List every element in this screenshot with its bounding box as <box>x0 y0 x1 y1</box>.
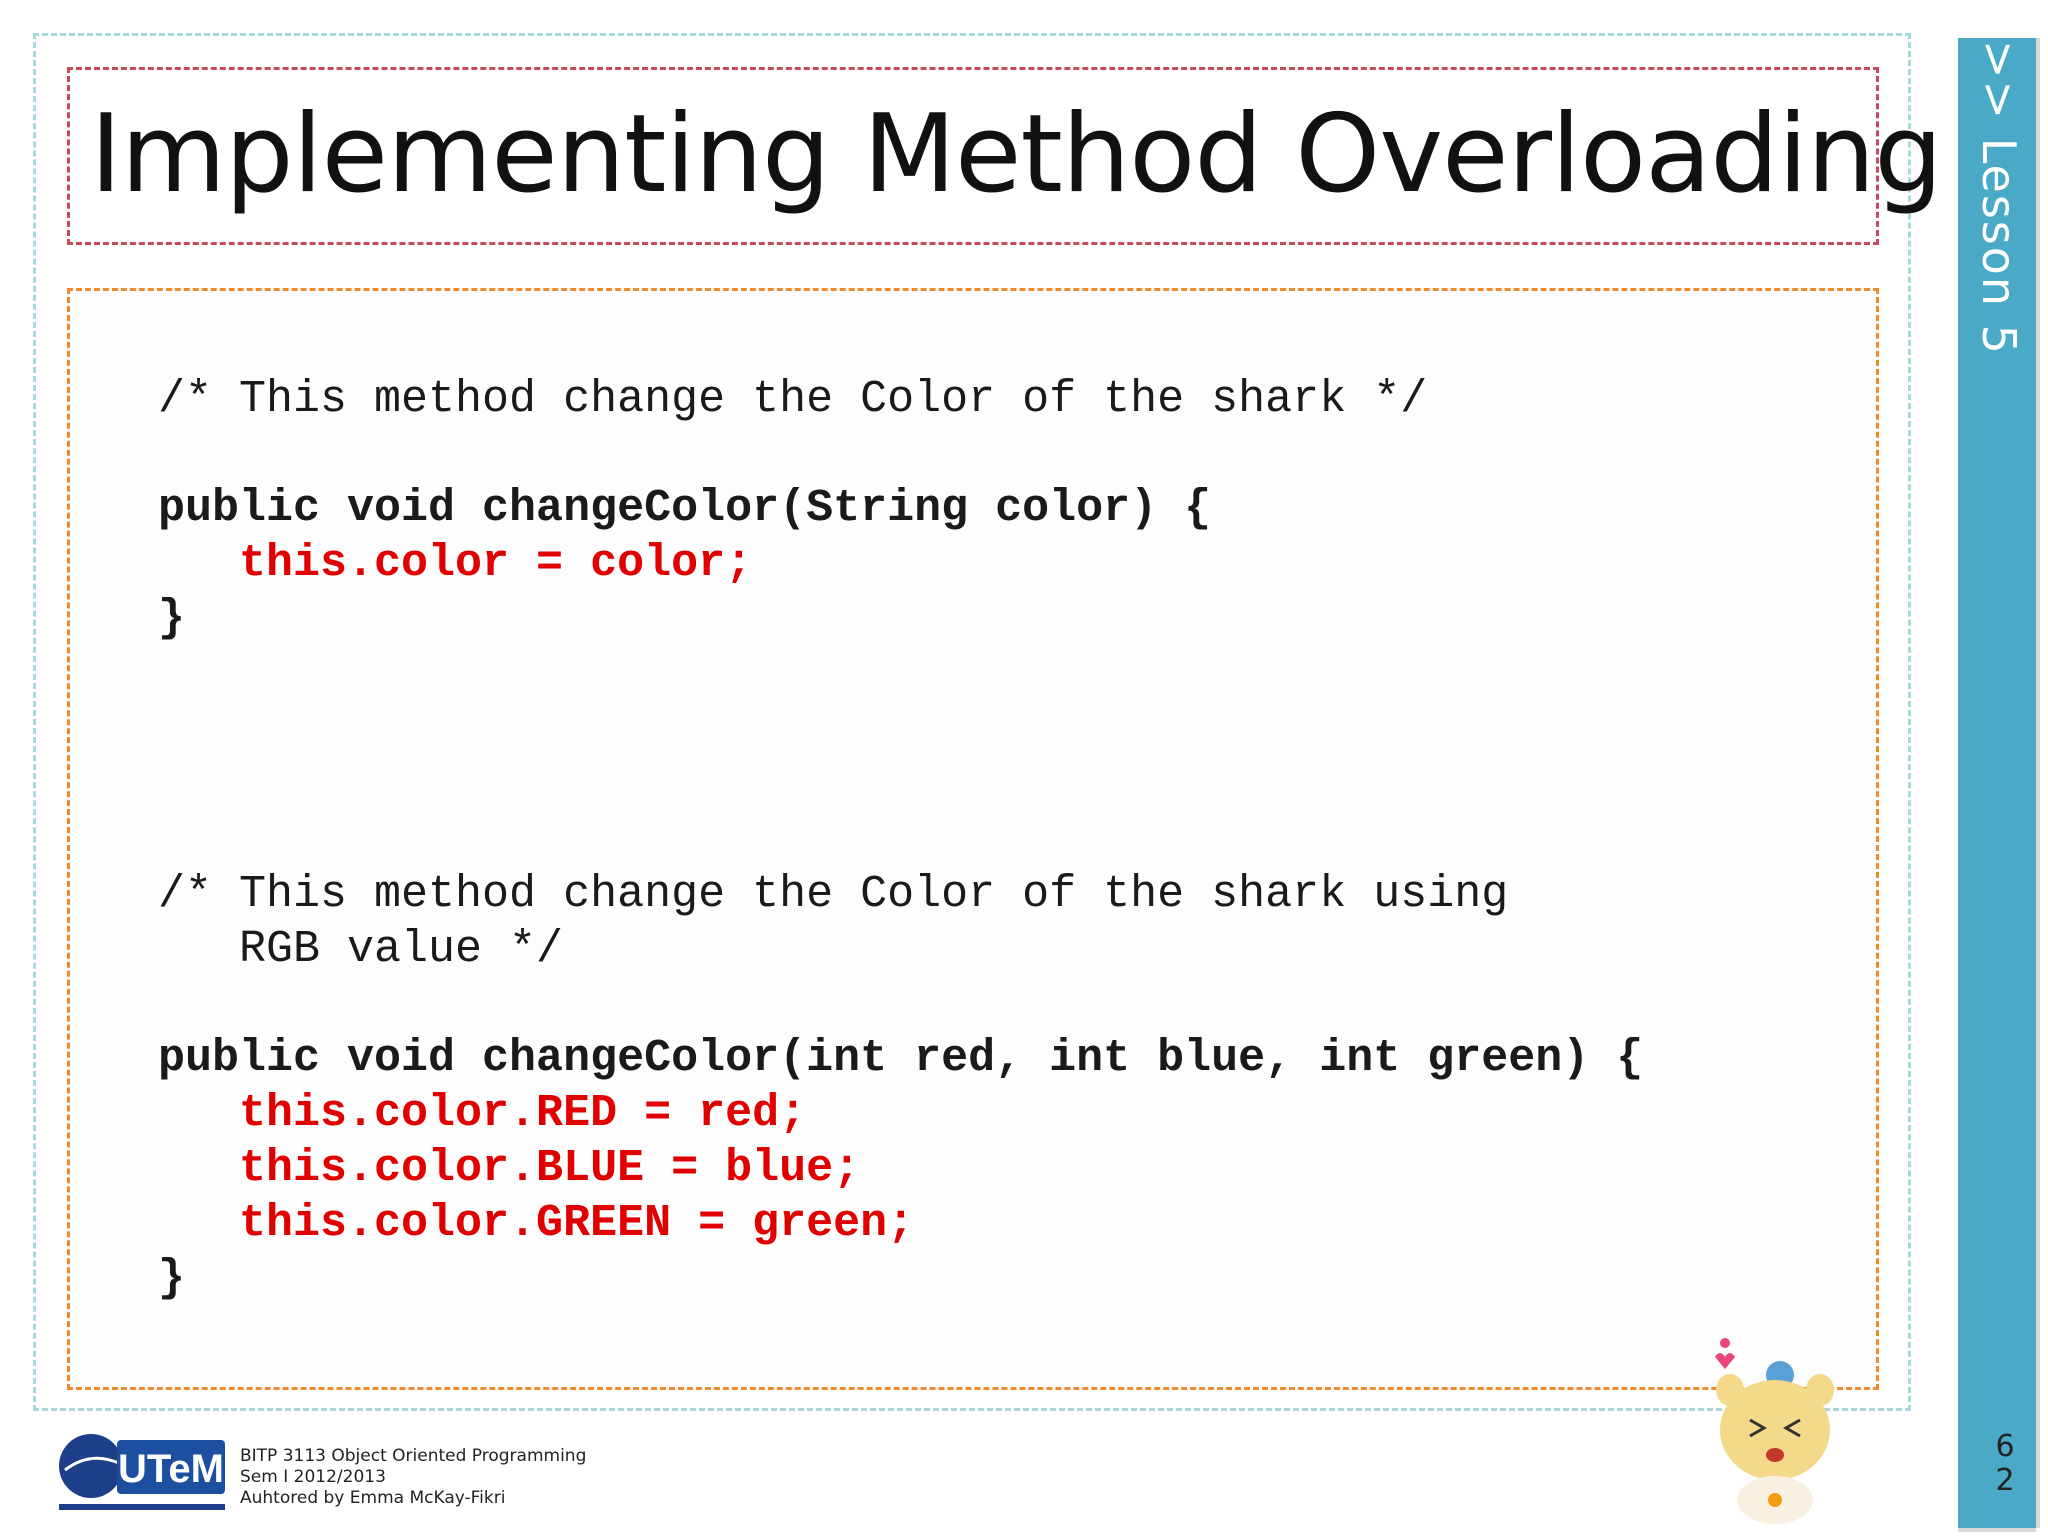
code-method1-body: this.color = color; <box>158 538 753 589</box>
code-method1-close: } <box>158 593 186 644</box>
footer-semester: Sem I 2012/2013 <box>240 1467 386 1487</box>
footer-info <box>240 1446 586 1509</box>
code-comment-2-line1: /* This method change the Color of the shark using <box>158 869 1509 920</box>
code-method2-close: } <box>158 1253 186 1304</box>
code-comment-2-line2: RGB value */ <box>158 924 564 975</box>
code-panel <box>67 288 1879 1390</box>
code-method2-body-green: this.color.GREEN = green; <box>158 1198 915 1249</box>
slide-title: Implementing Method Overloading <box>90 92 1942 217</box>
code-method2-body-red: this.color.RED = red; <box>158 1088 807 1139</box>
footer-author: Auhtored by Emma McKay-Fikri <box>240 1488 506 1508</box>
tiger-mascot-image <box>1705 1335 1855 1525</box>
code-comment-1: /* This method change the Color of the shark */ <box>158 374 1428 425</box>
utem-logo <box>55 1430 230 1516</box>
code-method2-signature: public void changeColor(int red, int blue, int green) { <box>158 1033 1644 1084</box>
logo-text: UTeM <box>118 1447 224 1491</box>
page-number: 6 2 <box>1995 1429 2015 1498</box>
code-method1-signature: public void changeColor(String color) { <box>158 483 1212 534</box>
title-box <box>67 67 1942 245</box>
footer-course: BITP 3113 Object Oriented Programming <box>240 1446 587 1466</box>
lesson-label: >> Lesson 5 <box>1972 40 2026 356</box>
code-method2-body-blue: this.color.BLUE = blue; <box>158 1143 861 1194</box>
